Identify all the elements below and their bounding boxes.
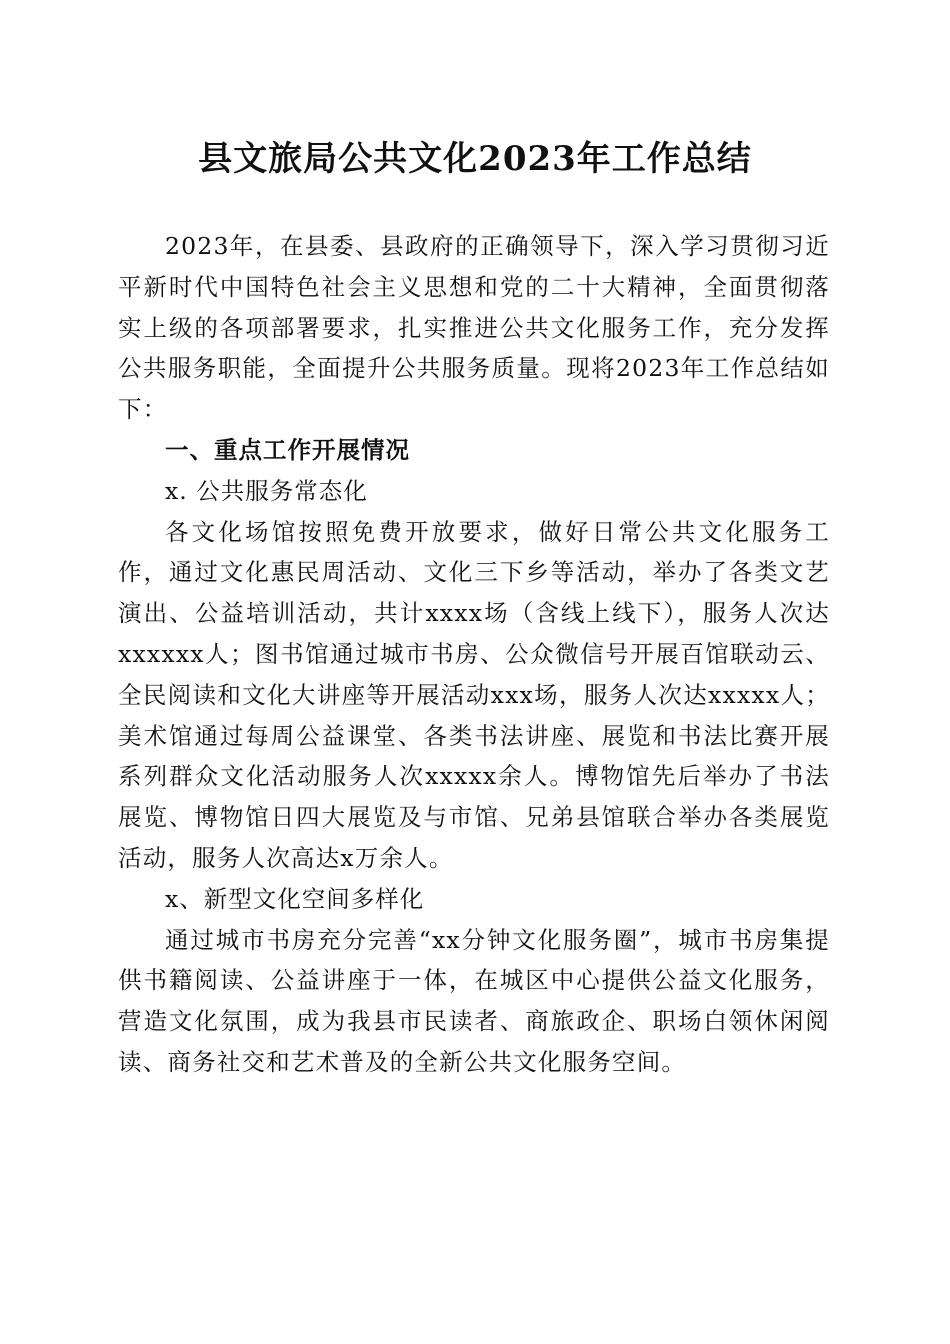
subheading-cultural-space: x、新型文化空间多样化 <box>165 884 425 913</box>
paragraph-public-service: 各文化场馆按照免费开放要求，做好日常公共文化服务工作，通过文化惠民周活动、文化三下乡等活动，举办了各类文艺演出、公益培训活动，共计xxxx场（含线上线下），服务人次达xxxxxx人；图书馆通过城市书房、公众微信号开展百馆联动云、全民阅读和文化大讲座等开展活动xxx场，服务人次达xxxxx人；美术馆通过每周公益课堂、各类书法讲座、展览和书法比赛开展系列群众文化活动服务人次xxxxx余人。博物馆先后举办了书法展览、博物馆日四大展览及与市馆、兄弟县馆联合举办各类展览活动，服务人次高达x万余人。 <box>118 517 830 872</box>
paragraph-cultural-space: 通过城市书房充分完善“xx分钟文化服务圈”，城市书房集提供书籍阅读、公益讲座于一体，在城区中心提供公益文化服务，营造文化氛围，成为我县市民读者、商旅政企、职场白领休闲阅读、商务社交和艺术普及的全新公共文化服务空间。 <box>118 925 830 1076</box>
document-body <box>118 226 830 1083</box>
section-heading-key-work: 一、重点工作开展情况 <box>165 435 410 464</box>
document-title: 县文旅局公共文化2023年工作总结 <box>198 139 752 179</box>
intro-paragraph: 2023年，在县委、县政府的正确领导下，深入学习贯彻习近平新时代中国特色社会主义思想和党的二十大精神，全面贯彻落实上级的各项部署要求，扎实推进公共文化服务工作，充分发挥公共服务职能，全面提升公共服务质量。现将2023年工作总结如下： <box>118 232 830 424</box>
subheading-public-service: x. 公共服务常态化 <box>165 476 368 505</box>
